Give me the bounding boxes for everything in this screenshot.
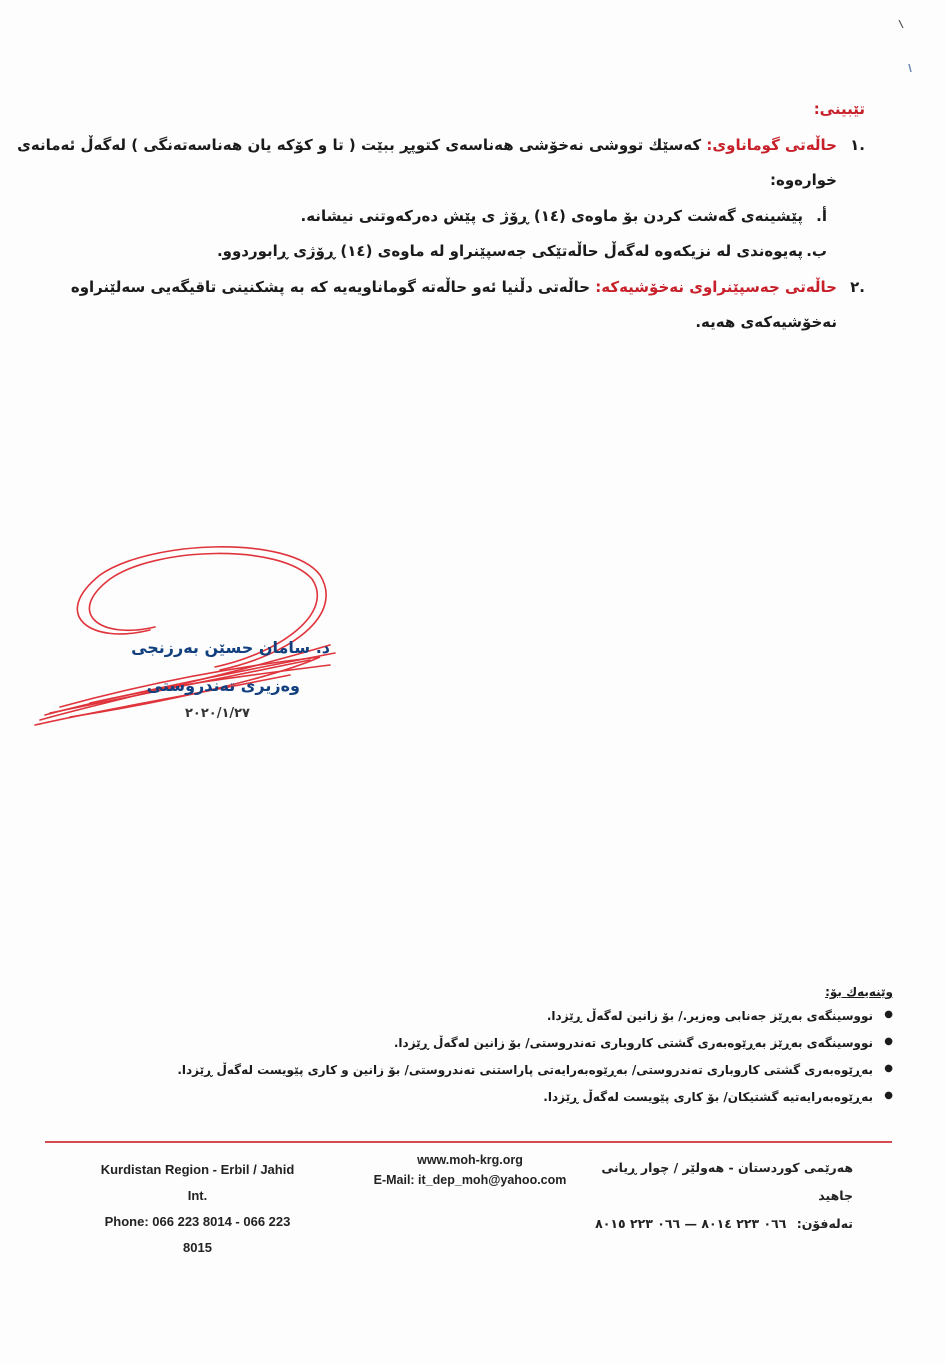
bullet-icon: ● (884, 1009, 893, 1020)
signature-date: ٢٠٢٠/١/٢٧ (184, 706, 250, 721)
cc-item-text: بەڕێوەبەری گشتی کاروباری تەندروستی/ بەڕێوەبەرایەتی پاراستنی تەندروستی/ بۆ زانین و کاری پێویست لەگەڵ ڕێزدا. (177, 1063, 873, 1077)
note-text-continuation: خوارەوە: (769, 171, 837, 189)
footer-kurdish-contact (593, 1154, 853, 1238)
cc-section (177, 985, 893, 1117)
subitem-text: پێشینەی گەشت کردن بۆ ماوەی (١٤) ڕۆژ ی پێش دەرکەوتنی نیشانە. (300, 206, 803, 225)
bullet-icon: ● (884, 1036, 893, 1047)
footer-divider (45, 1141, 892, 1143)
note-text-continuation: نەخۆشیەکەی هەیە. (695, 313, 837, 331)
cc-item (193, 1036, 893, 1050)
cc-item-text: نووسینگەی بەڕێز بەڕێوەبەری گشتی کاروباری تەندروستی/ بۆ زانین لەگەڵ ڕێزدا. (393, 1036, 873, 1050)
footer-phone-en: Phone: 066 223 8014 - 066 223 8015 (104, 1214, 291, 1255)
footer-english-contact (90, 1157, 305, 1261)
note-number-1: .١ (850, 135, 865, 154)
scan-artifact (897, 18, 917, 78)
cc-item (193, 1090, 893, 1104)
signatory-name: د. سامان حسێن بەرزنجی (131, 638, 330, 657)
signatory-title: وەزیری تەندروستی (146, 676, 300, 695)
cc-item-text: نووسینگەی بەڕێز جەنابی وەزیر./ بۆ زانین لەگەڵ ڕێزدا. (546, 1009, 873, 1023)
footer-phone-ku (593, 1210, 853, 1238)
note-line (70, 277, 837, 298)
footer-email: E-Mail: it_dep_moh@yahoo.com (373, 1173, 567, 1187)
note-number-2: .٢ (850, 277, 865, 296)
notes-heading: تێبینی: (813, 100, 865, 118)
notes-section (17, 100, 865, 349)
subitem-marker: ب. (806, 242, 827, 260)
footer-address-en: Kurdistan Region - Erbil / Jahid Int. (100, 1162, 295, 1203)
subitem-text: پەیوەندی لە نزیکەوە لەگەڵ حاڵەتێکی جەسپێنراو لە ماوەی (١٤) ڕۆژی ڕابوردوو. (216, 242, 803, 260)
note-text: حاڵەتی دڵنیا ئەو حاڵەتە گوماناویەیە کە بە پشکنینی تاقیگەیی سەلێنراوە (70, 277, 591, 296)
cc-item-text: بەڕێوەبەرایەتیە گشتیکان/ بۆ کاری پێویست لەگەڵ ڕێزدا. (543, 1090, 873, 1104)
bullet-icon: ● (884, 1090, 893, 1101)
footer-phone-label: تەلەفۆن: (796, 1216, 853, 1231)
bullet-icon: ● (884, 1063, 893, 1074)
footer-website: www.moh-krg.org (417, 1153, 523, 1167)
note-term-suspected: حاڵەتی گوماناوی: (706, 135, 837, 154)
note-term-confirmed: حاڵەتی جەسپێنراوی نەخۆشیەکە: (595, 277, 837, 296)
note-line (17, 135, 837, 156)
footer-address-ku: هەرێمی کوردستان - هەولێر / چوار ڕیانی جاهید (601, 1160, 853, 1203)
note-text: کەسێك تووشی نەخۆشی هەناسەی کتوپڕ ببێت ( تا و کۆکە یان هەناسەتەنگی ) لەگەڵ ئەمانەی (17, 135, 702, 154)
subitem-marker: أ. (816, 206, 827, 225)
note-subitem-b (75, 242, 865, 262)
note-subitem-a (75, 207, 865, 227)
cc-item (177, 1063, 893, 1077)
note-item-2 (70, 277, 865, 333)
footer-web-contact (355, 1150, 585, 1190)
cc-heading: وێنەیەك بۆ: (825, 985, 893, 999)
signature-scribble (30, 535, 350, 735)
cc-item (193, 1009, 893, 1023)
footer-phone-number: ٠٦٦ ٢٢٣ ٨٠١٤ — ٠٦٦ ٢٢٣ ٨٠١٥ (595, 1216, 787, 1231)
note-item-1 (17, 135, 865, 191)
cc-list (177, 1009, 893, 1104)
